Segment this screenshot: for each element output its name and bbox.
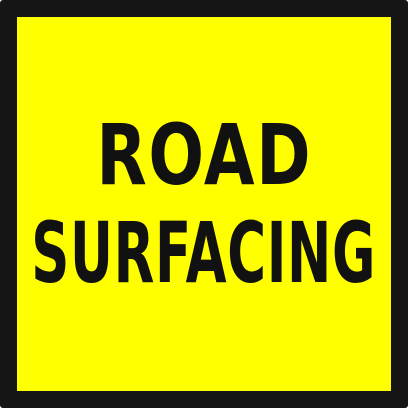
sign-face bbox=[17, 17, 391, 391]
sign-text-line-2: SURFACING bbox=[31, 204, 377, 302]
sign-text-line-1: ROAD bbox=[96, 106, 312, 204]
